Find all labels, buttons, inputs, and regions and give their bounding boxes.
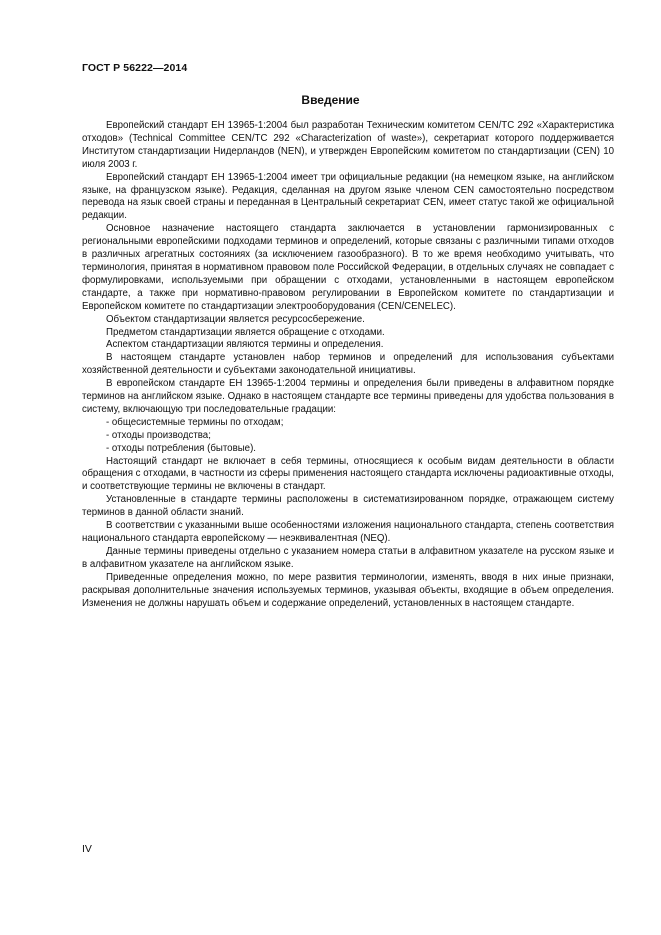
paragraph: В настоящем стандарте установлен набор терминов и определений для использования субъектами хозяйственной деятельности и субъектами законодательной инициативы. [82, 352, 614, 377]
paragraph: Установленные в стандарте термины расположены в систематизированном порядке, отражающем систему терминов в данной области знаний. [82, 494, 614, 519]
paragraph: Предметом стандартизации является обращение с отходами. [106, 326, 385, 338]
paragraph: Данные термины приведены отдельно с указанием номера статьи в алфавитном указателе на русском языке и в алфавитном указателе на английском языке. [82, 545, 614, 570]
paragraph: Европейский стандарт ЕН 13965-1:2004 был разработан Техническим комитетом CEN/TC 292 «Характеристика отходов» (Technical Committee CEN/TC 292 «Characterization of waste»), секретариат которого поддерживается Институтом стандартизации Нидерландов (NEN), и утвержден Европейским комитетом по стандартизации (CEN) 10 июля 2003 г. [82, 120, 614, 170]
page-number: IV [82, 843, 92, 855]
paragraph: Аспектом стандартизации являются термины и определения. [106, 339, 384, 351]
paragraph: Объектом стандартизации является ресурсосбережение. [106, 313, 365, 325]
section-title: Введение [301, 93, 360, 107]
list-item: - общесистемные термины по отходам; [106, 416, 284, 428]
list-item: - отходы производства; [106, 429, 211, 441]
list-item: - отходы потребления (бытовые). [106, 442, 256, 454]
paragraph: В соответствии с указанными выше особенностями изложения национального стандарта, степень соответствия национального стандарта европейскому — неэквивалентная (NEQ). [82, 520, 614, 544]
paragraph: Настоящий стандарт не включает в себя термины, относящиеся к особым видам деятельности в области обращения с отходами, в частности из сферы применения настоящего стандарта исключены радиоактивные отходы, и соответствующие термины не включены в стандарт. [82, 455, 614, 493]
paragraph: В европейском стандарте ЕН 13965-1:2004 термины и определения были приведены в алфавитном порядке терминов на английском языке. Однако в настоящем стандарте все термины приведены для удобства пользования в систему, включающую три последовательные градации: [82, 378, 614, 415]
document-header: ГОСТ Р 56222—2014 [82, 62, 188, 74]
document-body [82, 120, 614, 610]
paragraph: Основное назначение настоящего стандарта заключается в установлении гармонизированных с региональными европейскими подходами терминов и определений, которые связаны с различными типами отходов в различных агрегатных состояниях (за исключением газообразного). В то же время необходимо учитывать, что терминология, принятая в нормативном правовом поле Российской Федерации, в отдельных случаях не совпадает с формулировками, используемыми при обращении с отходами, установленными в настоящем европейском стандарте, а также при нормативно-правовом регулировании в Европейском комитете по стандартизации и Европейском комитете по стандартизации электрооборудования (CEN/CENELEC). [82, 223, 614, 312]
paragraph: Европейский стандарт ЕН 13965-1:2004 имеет три официальные редакции (на немецком языке, на английском языке, на французском языке). Редакция, сделанная на другом языке членом CEN самостоятельно посредством перевода на язык своей страны и переданная в Центральный секретариат CEN, имеет статус такой же официальной редакции. [82, 171, 614, 222]
paragraph: Приведенные определения можно, по мере развития терминологии, изменять, вводя в них иные признаки, раскрывая дополнительные значения используемых терминов, указывая объекты, входящие в объем определения. Изменения не должны нарушать объем и содержание определений, установленных в настоящем стандарте. [82, 571, 614, 609]
